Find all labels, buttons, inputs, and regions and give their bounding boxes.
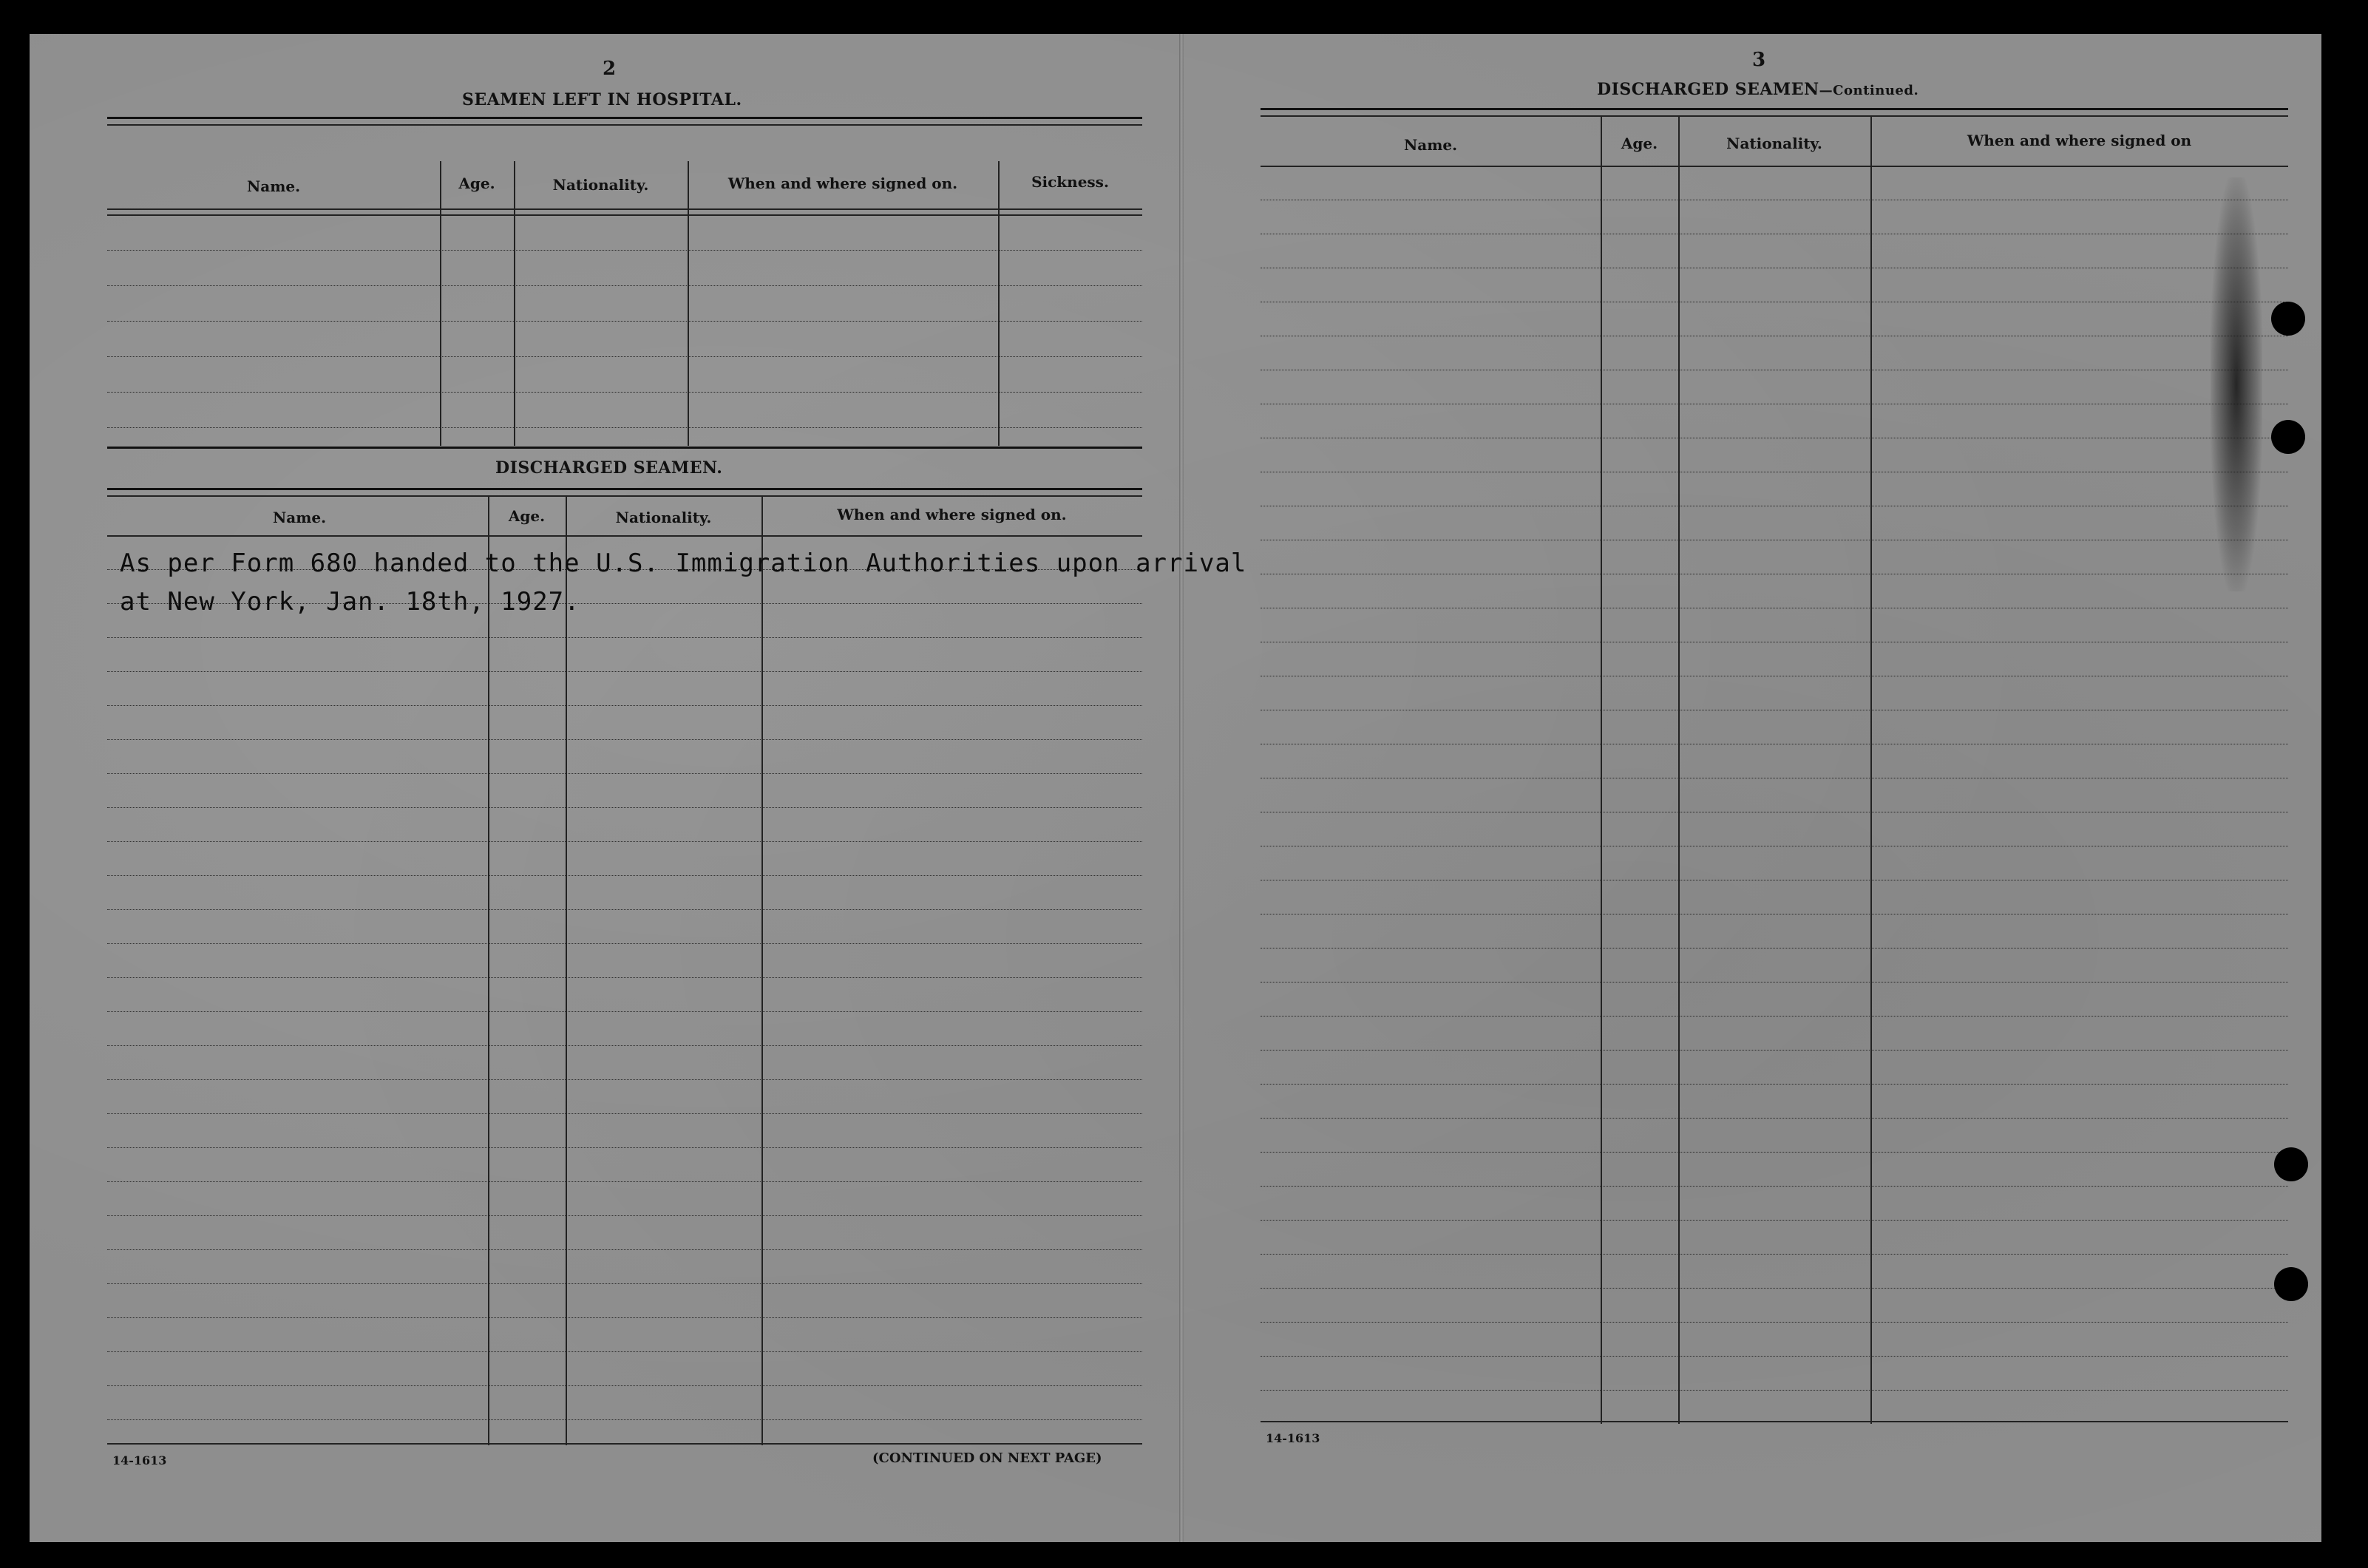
page-number-right: 3 (1752, 49, 1766, 71)
page-fold (1179, 34, 1184, 1542)
right-page (1212, 0, 2329, 1508)
right-col-nationality: Nationality. (1726, 135, 1822, 152)
right-col-age: Age. (1621, 135, 1658, 152)
hospital-section-title: SEAMEN LEFT IN HOSPITAL. (462, 90, 742, 109)
right-section-title (1597, 80, 1919, 99)
hospital-top-rule (107, 117, 1142, 119)
hospital-col-nationality: Nationality. (552, 176, 649, 194)
right-title-suffix: —Continued. (1819, 83, 1919, 98)
right-title-main: DISCHARGED SEAMEN (1597, 80, 1819, 99)
page-number-left: 2 (603, 58, 617, 80)
typed-note-line-1: As per Form 680 handed to the U.S. Immigration Authorities upon arrival (120, 549, 1247, 578)
continued-note: (CONTINUED ON NEXT PAGE) (872, 1450, 1102, 1466)
form-number-right: 14-1613 (1266, 1431, 1320, 1445)
discharged-col-name: Name. (272, 509, 327, 526)
hospital-col-sickness: Sickness. (1031, 173, 1109, 191)
form-number-left: 14-1613 (112, 1453, 167, 1467)
punch-hole-1 (2271, 302, 2305, 336)
ink-smudge (2211, 177, 2262, 591)
left-page (30, 0, 1247, 1508)
discharged-rows (107, 535, 1142, 1452)
typed-note-line-2: at New York, Jan. 18th, 1927. (120, 587, 580, 617)
right-rows (1261, 166, 2288, 1422)
punch-hole-2 (2271, 420, 2305, 454)
hospital-col-age: Age. (458, 174, 495, 192)
discharged-col-age: Age. (508, 507, 546, 525)
hospital-col-name: Name. (246, 177, 301, 195)
punch-hole-4 (2274, 1267, 2308, 1301)
discharged-col-signed-on: When and where signed on. (837, 506, 1067, 523)
discharged-col-nationality: Nationality. (615, 509, 712, 526)
right-col-signed-on: When and where signed on (1967, 132, 2192, 149)
hospital-col-signed-on: When and where signed on. (727, 174, 958, 192)
discharged-section-title: DISCHARGED SEAMEN. (495, 458, 723, 478)
punch-hole-3 (2274, 1147, 2308, 1181)
hospital-rows (107, 214, 1142, 444)
right-col-name: Name. (1403, 136, 1458, 154)
